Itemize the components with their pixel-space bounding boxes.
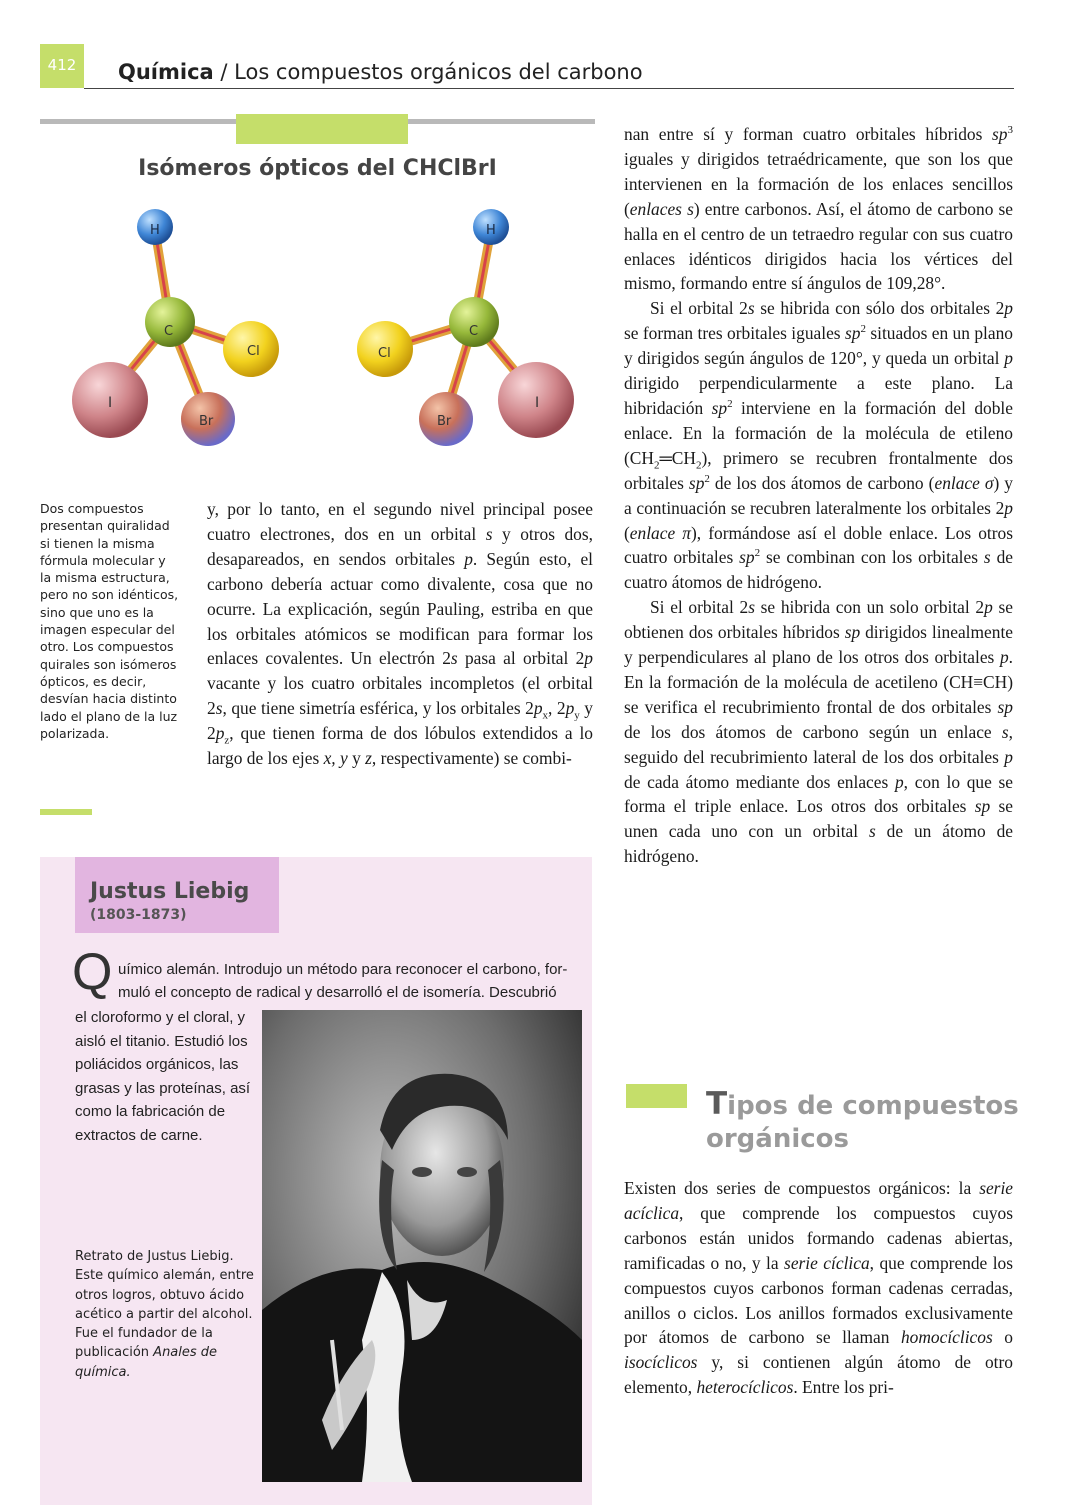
svg-text:H: H	[486, 223, 496, 238]
biography-text	[75, 1006, 255, 1148]
caption-text: Retrato de Justus Liebig. Este químico alemán, entre otros logros, obtuvo ácido acético a partir del alcohol. Fue el fundador de la publicación Anales de química.	[75, 1249, 254, 1380]
header-rule	[84, 88, 1014, 89]
running-head-separator: /	[213, 60, 235, 84]
right-iodine-atom	[498, 362, 574, 438]
middle-column-text	[207, 497, 593, 771]
right-paragraph-1: nan entre sí y forman cuatro orbitales híbridos $sp^3$ iguales y dirigidos tetraédricamente, que son los que intervienen en la formación de los enlaces sencillos (enlaces s) entre carbonos. Así, el átomo de carbono se halla en el centro de un tetraedro regular con sus cuatro enlaces idénticos dirigidos hacia los vértices del mismo, formando entre sí ángulos de 109,28°.	[624, 124, 1013, 294]
svg-text:Br: Br	[437, 414, 452, 429]
right-paragraph-3: Si el orbital 2s se hibrida con un solo orbital 2p se obtienen dos orbitales híbridos sp dirigidos linealmente y perpendiculares al plano de los otros dos orbitales p. En la formación de la molécula de acetileno (CH≡CH) se verifica el recubrimiento frontal de dos orbitales sp de los dos átomos de carbono según un enlace s, seguido del recubrimiento lateral de los dos orbitales p de cada átomo mediante dos enlaces p, con lo que se forma el triple enlace. Los otros dos orbitales sp se unen cada uno con un orbital s de un átomo de hidrógeno.	[624, 597, 1013, 867]
figure-tab	[236, 114, 408, 144]
biography-drop-cap: Q	[72, 943, 113, 1001]
section-paragraph: Existen dos series de compuestos orgánicos: la serie acíclica, que comprende los compuestos cuyos carbonos están unidos formando cadenas abiertas, ramificadas o no, y la serie cíclica, que comprende los compuestos cuyos carbonos forman cadenas cerradas, anillos o ciclos. Los anillos formados exclusivamente por átomos de carbono se llaman homocíclicos o isocíclicos y, si contienen algún átomo de otro elemento, heterocíclicos. Entre los pri-	[624, 1178, 1014, 1398]
right-hydrogen-atom	[473, 209, 509, 245]
svg-text:Cl: Cl	[378, 346, 391, 361]
right-paragraph-2: Si el orbital 2s se hibrida con sólo dos orbitales 2p se forman tres orbitales iguales $sp^2$ situados en un plano y dirigidos según ángulos de 120°, y queda un orbital p dirigido perpendicularmente a este plano. La hibridación $sp^2$ interviene en la formación del doble enlace. En la formación de la molécula de etileno $(CH_2═CH_2)$, primero se recubren frontalmente dos orbitales $sp^2$ de los dos átomos de carbono (enlace σ) y a continuación se recubren lateralmente los orbitales 2p (enlace π), formándose así el doble enlace. Los otros cuatro orbitales $sp^2$ se combinan con los orbitales s de cuatro átomos de hidrógeno.	[624, 298, 1014, 593]
section-heading	[706, 1088, 1026, 1156]
side-note	[40, 500, 180, 742]
section-heading-cap: T	[706, 1086, 728, 1122]
svg-text:I: I	[535, 395, 540, 411]
section-heading-block	[626, 1084, 687, 1108]
middle-paragraph: y, por lo tanto, en el segundo nivel principal posee cuatro electrones, dos en un orbital s y otros dos, desapareados, en sendos orbitales p. Según esto, el carbono debería actuar como divalente, cosa que no ocurre. La explicación, según Pauling, estriba en que los orbitales atómicos se modifican para formar los enlaces covalentes. Un electrón 2s pasa al orbital 2p vacante y los cuatro orbitales incompletos (el orbital 2s, que tiene simetría esférica, y los orbitales $2p_x$, $2p_y$ y $2p_z$, que tienen forma de dos lóbulos extendidos a lo largo de los ejes x, y y z, respectivamente) se combi-	[207, 499, 594, 769]
right-bromine-atom	[419, 392, 473, 446]
biography-rest: el cloroformo y el cloral, y aisló el titanio. Estudió los poliácidos orgánicos, las grasas y las proteínas, así como la fabricación de extractos de carne.	[75, 1009, 251, 1144]
right-carbon-atom	[449, 297, 499, 347]
portrait-caption	[75, 1247, 255, 1382]
biography-name: Justus Liebig	[90, 879, 250, 904]
svg-text:H: H	[150, 223, 160, 238]
running-head-subject: Química	[118, 60, 214, 84]
right-column-text	[624, 122, 1013, 869]
left-chlorine-atom	[223, 321, 279, 377]
left-carbon-atom	[145, 297, 195, 347]
right-chlorine-atom	[357, 321, 413, 377]
figure-title: Isómeros ópticos del CHClBrI	[138, 156, 497, 181]
section-heading-rest: ipos de compuestos orgánicos	[706, 1091, 1019, 1154]
left-bromine-atom	[181, 392, 235, 446]
page-number: 412	[40, 44, 84, 88]
svg-text:C: C	[164, 324, 174, 339]
liebig-portrait-image	[262, 1010, 582, 1482]
isomer-diagram	[40, 195, 595, 475]
running-head	[118, 60, 643, 84]
biography-dates: (1803-1873)	[90, 907, 187, 923]
biography-line-1: uímico alemán. Introdujo un método para reconocer el carbono, for-	[118, 961, 568, 978]
left-hydrogen-atom	[137, 209, 173, 245]
svg-text:C: C	[469, 324, 479, 339]
svg-text:I: I	[108, 395, 113, 411]
svg-text:Br: Br	[199, 414, 214, 429]
left-iodine-atom	[72, 362, 148, 438]
side-note-bar	[40, 809, 92, 815]
svg-text:Cl: Cl	[247, 344, 260, 359]
section-text	[624, 1176, 1013, 1400]
running-head-chapter: Los compuestos orgánicos del carbono	[234, 60, 643, 84]
side-note-text: Dos compuestos presentan quiralidad si tienen la misma fórmula molecular y la misma estructura, pero no son idénticos, sino que uno es la imagen especular del otro. Los compuestos quirales son isómeros ópticos, es decir, desvían hacia distinto lado el plano de la luz polarizada.	[40, 501, 179, 741]
biography-line-2: muló el concepto de radical y desarrolló el de isomería. Descubrió	[118, 984, 557, 1001]
